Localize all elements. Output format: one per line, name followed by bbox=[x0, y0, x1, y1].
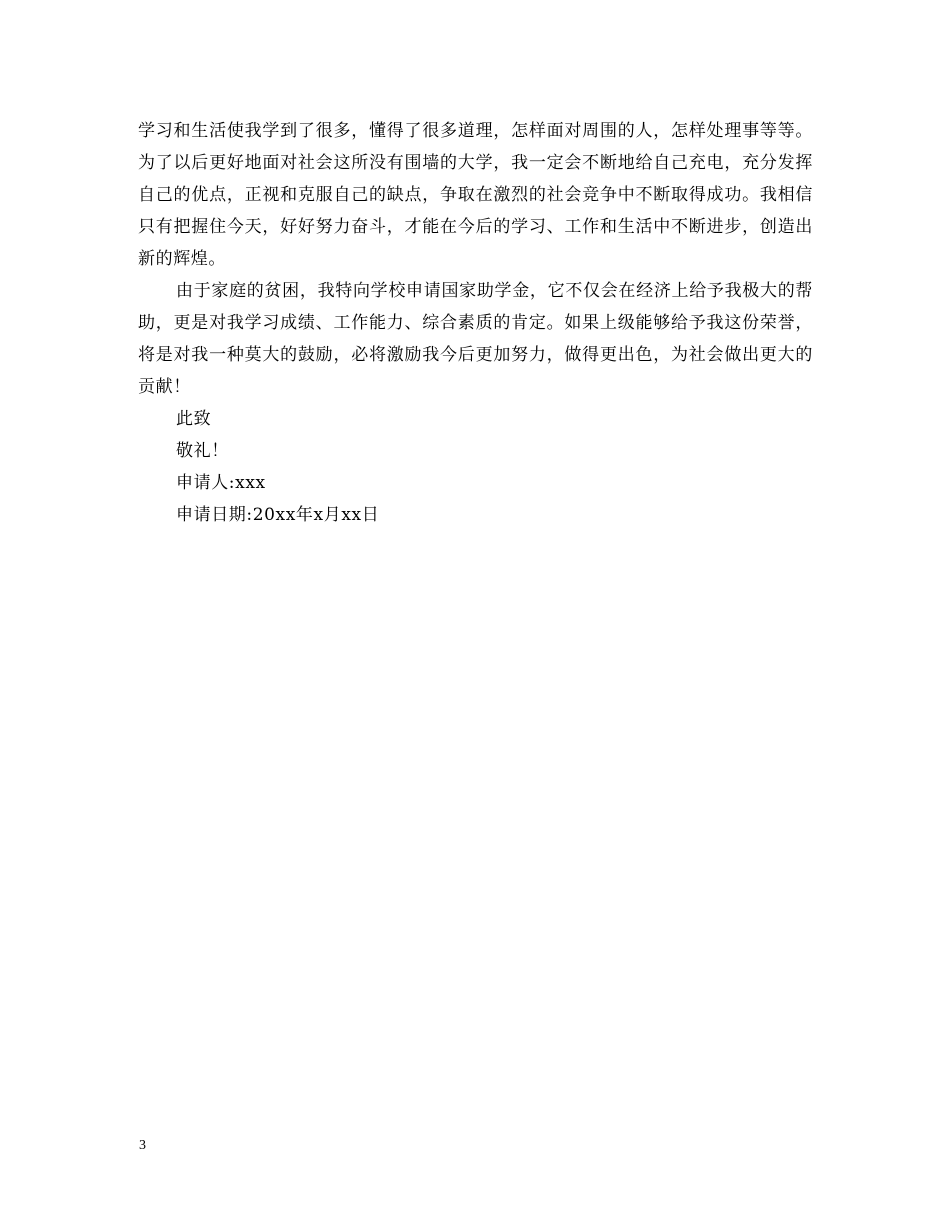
page-number: 3 bbox=[139, 1138, 146, 1153]
closing-salutation: 此致 bbox=[176, 409, 212, 429]
application-date: 申请日期:20xx年x月xx日 bbox=[176, 505, 380, 525]
closing-regards: 敬礼！ bbox=[176, 441, 229, 461]
paragraph-grant-request: 由于家庭的贫困，我特向学校申请国家助学金，它不仅会在经济上给予我极大的帮助，更是对我学习成绩、工作能力、综合素质的肯定。如果上级能够给予我这份荣誉，将是对我一种莫大的鼓励，必将激励我今后更加努力，做得更出色，为社会做出更大的贡献！ bbox=[138, 281, 813, 397]
letter-body bbox=[138, 115, 813, 531]
applicant-name: 申请人:xxx bbox=[176, 473, 266, 493]
paragraph-continuation: 学习和生活使我学到了很多，懂得了很多道理，怎样面对周围的人，怎样处理事等等。为了以后更好地面对社会这所没有围墙的大学，我一定会不断地给自己充电，充分发挥自己的优点，正视和克服自己的缺点，争取在激烈的社会竞争中不断取得成功。我相信只有把握住今天，好好努力奋斗，才能在今后的学习、工作和生活中不断进步，创造出新的辉煌。 bbox=[138, 121, 813, 269]
